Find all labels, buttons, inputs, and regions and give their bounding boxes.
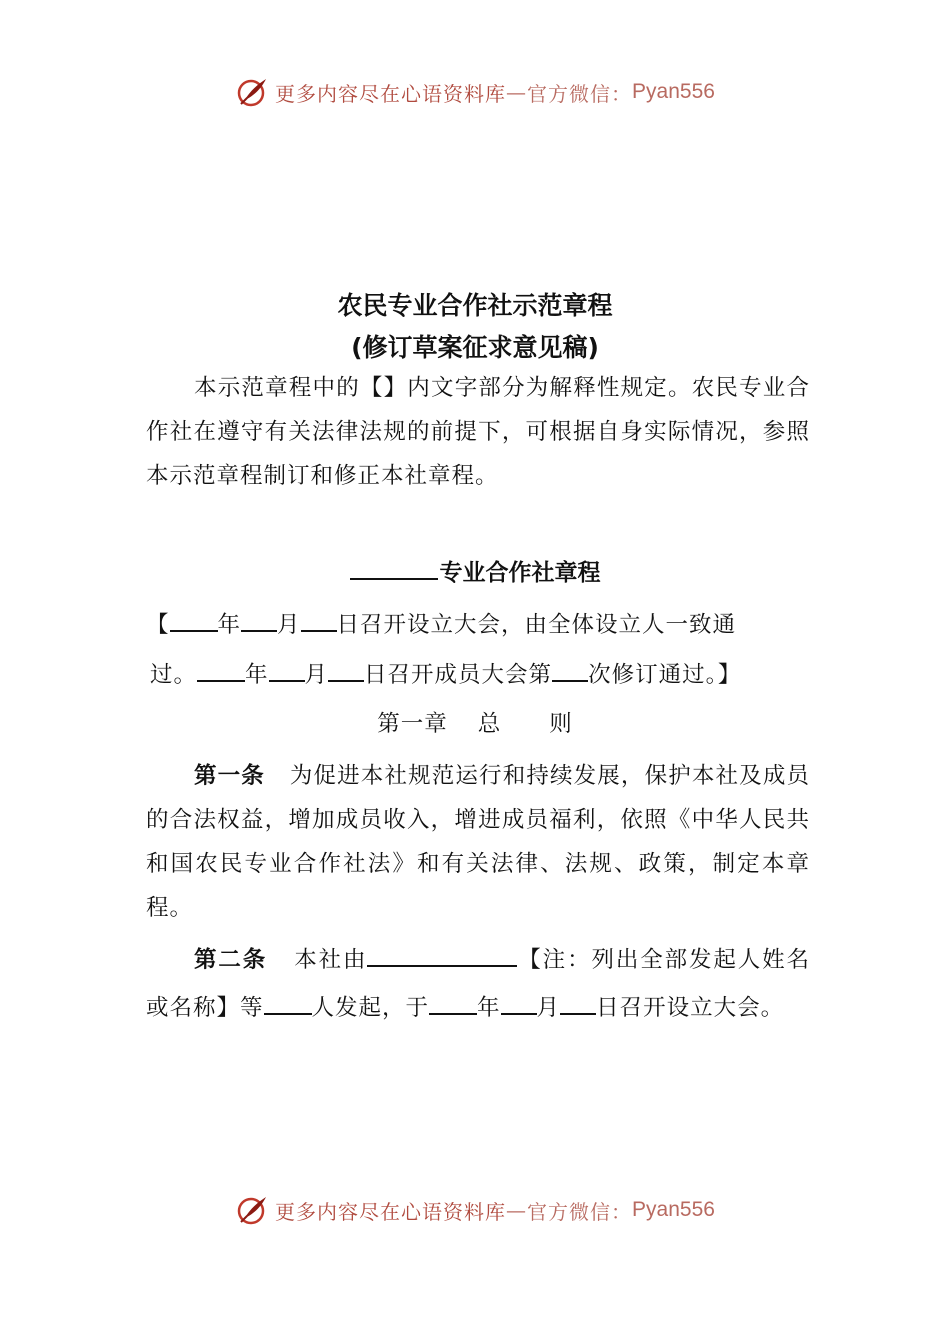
- month-blank: [501, 1012, 537, 1015]
- article-1: [146, 754, 810, 930]
- article-2-text: 本社由: [294, 947, 368, 973]
- watermark-tail-text: 官方微信：: [527, 1199, 633, 1224]
- watermark-code: Pyan556: [632, 80, 715, 103]
- watermark-main-text: 更多内容尽在心语资料库: [275, 1199, 507, 1224]
- month-blank: [269, 679, 305, 682]
- chapter-number: 第一章: [377, 711, 448, 737]
- document-title: 农民专业合作社示范章程: [337, 291, 613, 320]
- watermark-main-text: 更多内容尽在心语资料库: [275, 81, 507, 106]
- watermark-dash: —: [506, 80, 528, 104]
- document-subtitle: (修订草案征求意见稿): [351, 333, 599, 362]
- year-label: 年: [217, 612, 242, 638]
- watermark-tail-text: 官方微信：: [527, 81, 633, 106]
- year-blank: [429, 1012, 477, 1015]
- revision-count-blank: [552, 679, 588, 682]
- founding-meeting-text: 日召开设立大会，由全体设立人一致通: [336, 612, 737, 638]
- article-2-text: 日召开设立大会。: [596, 995, 785, 1021]
- article-1-label: 第一条: [194, 763, 265, 789]
- feather-pen-logo-icon: [235, 1193, 269, 1227]
- year-label: 年: [477, 995, 501, 1021]
- month-label: 月: [536, 995, 561, 1021]
- passed-text: 过。: [150, 662, 198, 688]
- month-blank: [241, 629, 277, 632]
- chapter-name-part: 总: [477, 711, 502, 737]
- article-1-text: 为促进本社规范运行和持续发展，保护本社及成员的合法权益，增加成员收入，增进成员福利，依照《中华人民共和国农民专业合作社法》和有关法律、法规、政策，制定本章程。: [146, 763, 810, 921]
- month-label: 月: [277, 612, 301, 638]
- day-blank: [301, 629, 337, 632]
- year-blank: [197, 679, 245, 682]
- founders-blank: [367, 964, 517, 967]
- feather-pen-logo-icon: [235, 75, 269, 109]
- open-bracket: 【: [146, 612, 170, 638]
- watermark-code: Pyan556: [632, 1198, 715, 1221]
- adoption-note: [146, 600, 810, 700]
- footer-watermark: [0, 1188, 950, 1232]
- article-2-label: 第二条: [194, 947, 268, 973]
- revision-text: 次修订通过。】: [588, 662, 742, 688]
- header-watermark: [0, 70, 950, 114]
- article-2-text: 人发起，于: [311, 995, 430, 1021]
- article-2: [146, 936, 810, 1032]
- charter-title-text: 专业合作社章程: [439, 560, 601, 586]
- year-blank: [170, 629, 218, 632]
- intro-paragraph: 本示范章程中的【】内文字部分为解释性规定。农民专业合作社在遵守有关法律法规的前提下，可根据自身实际情况，参照本示范章程制订和修正本社章程。: [146, 375, 810, 489]
- year-label: 年: [245, 662, 269, 688]
- founder-count-blank: [264, 1012, 312, 1015]
- article-2-text: 【注：列出全部发起人姓名或名称】等: [146, 947, 810, 1021]
- chapter-heading: [0, 706, 950, 738]
- day-blank: [560, 1012, 596, 1015]
- cooperative-name-blank: [350, 577, 438, 580]
- chapter-name-part: 则: [549, 711, 573, 737]
- watermark-dash: —: [506, 1198, 528, 1222]
- members-meeting-text: 日召开成员大会第: [364, 662, 553, 688]
- month-label: 月: [304, 662, 329, 688]
- day-blank: [328, 679, 364, 682]
- charter-title: [0, 554, 950, 587]
